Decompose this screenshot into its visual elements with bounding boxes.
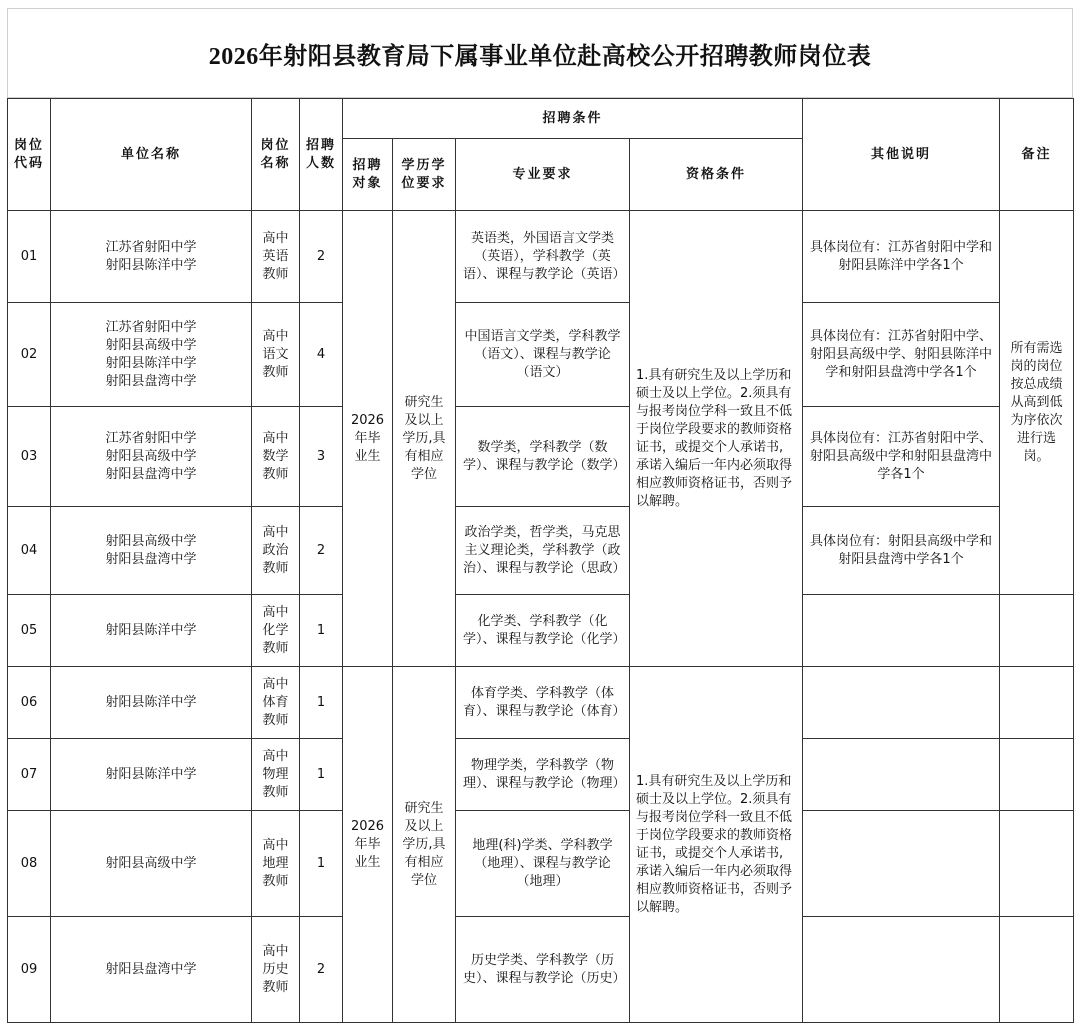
row-count: 1 bbox=[300, 595, 343, 667]
page-title: 2026年射阳县教育局下属事业单位赴高校公开招聘教师岗位表 bbox=[208, 43, 872, 70]
header-target: 招聘对象 bbox=[343, 139, 393, 211]
table-row bbox=[8, 667, 1074, 739]
header-code: 岗位代码 bbox=[8, 99, 51, 211]
row-code: 05 bbox=[8, 595, 51, 667]
row-code: 01 bbox=[8, 211, 51, 303]
row-major: 数学类，学科教学（数学）、课程与教学论（数学） bbox=[456, 407, 630, 507]
header-remark: 备注 bbox=[1000, 99, 1074, 211]
row-major: 化学类、学科教学（化学）、课程与教学论（化学） bbox=[456, 595, 630, 667]
unit-name: 射阳县陈洋中学 bbox=[105, 257, 197, 273]
unit-name: 射阳县高级中学 bbox=[105, 448, 197, 464]
group-qualification: 1.具有研究生及以上学历和硕士及以上学位。2.须具有与报考岗位学科一致且不低于岗位学段要求的教师资格证书，或提交个人承诺书,承诺入编后一年内必须取得相应教师资格证书，否则予以解聘。 bbox=[630, 211, 803, 667]
group-qualification: 1.具有研究生及以上学历和硕士及以上学位。2.须具有与报考岗位学科一致且不低于岗位学段要求的教师资格证书，或提交个人承诺书,承诺入编后一年内必须取得相应教师资格证书，否则予以解聘。 bbox=[630, 667, 803, 1023]
row-major: 中国语言文学类，学科教学（语文）、课程与教学论（语文） bbox=[456, 303, 630, 407]
remark: 所有需选岗的岗位按总成绩从高到低为序依次进行选岗。 bbox=[1000, 211, 1074, 595]
group-education: 研究生及以上学历,具有相应学位 bbox=[393, 667, 456, 1023]
row-units bbox=[51, 667, 252, 739]
row-units bbox=[51, 211, 252, 303]
row-units bbox=[51, 595, 252, 667]
table-row bbox=[8, 407, 1074, 507]
unit-name: 射阳县盘湾中学 bbox=[105, 551, 197, 567]
unit-name: 江苏省射阳中学 bbox=[105, 239, 197, 255]
title-box bbox=[7, 8, 1073, 98]
row-position: 高中政治教师 bbox=[252, 507, 300, 595]
header-unit: 单位名称 bbox=[51, 99, 252, 211]
header-position: 岗位名称 bbox=[252, 99, 300, 211]
table-row bbox=[8, 811, 1074, 917]
row-code: 04 bbox=[8, 507, 51, 595]
header-qualification: 资格条件 bbox=[630, 139, 803, 211]
table-row bbox=[8, 211, 1074, 303]
unit-name: 射阳县盘湾中学 bbox=[105, 961, 197, 977]
unit-name: 射阳县陈洋中学 bbox=[105, 766, 197, 782]
table-row bbox=[8, 303, 1074, 407]
row-other: 具体岗位有：江苏省射阳中学、射阳县高级中学、射阳县陈洋中学和射阳县盘湾中学各1个 bbox=[803, 303, 1000, 407]
row-other: 具体岗位有：射阳县高级中学和射阳县盘湾中学各1个 bbox=[803, 507, 1000, 595]
row-position: 高中化学教师 bbox=[252, 595, 300, 667]
unit-name: 射阳县高级中学 bbox=[105, 533, 197, 549]
row-position: 高中体育教师 bbox=[252, 667, 300, 739]
row-count: 2 bbox=[300, 917, 343, 1023]
row-major: 地理(科)学类、学科教学（地理）、课程与教学论（地理） bbox=[456, 811, 630, 917]
row-other bbox=[803, 739, 1000, 811]
row-count: 1 bbox=[300, 811, 343, 917]
row-position: 高中历史教师 bbox=[252, 917, 300, 1023]
row-remark bbox=[1000, 667, 1074, 739]
header-education: 学历学位要求 bbox=[393, 139, 456, 211]
row-position: 高中物理教师 bbox=[252, 739, 300, 811]
row-count: 4 bbox=[300, 303, 343, 407]
row-code: 07 bbox=[8, 739, 51, 811]
row-other bbox=[803, 667, 1000, 739]
unit-name: 江苏省射阳中学 bbox=[105, 430, 197, 446]
row-remark bbox=[1000, 811, 1074, 917]
row-other: 具体岗位有：江苏省射阳中学、射阳县高级中学和射阳县盘湾中学各1个 bbox=[803, 407, 1000, 507]
row-units bbox=[51, 303, 252, 407]
unit-name: 射阳县陈洋中学 bbox=[105, 694, 197, 710]
group-target: 2026年毕业生 bbox=[343, 667, 393, 1023]
row-count: 2 bbox=[300, 211, 343, 303]
row-code: 03 bbox=[8, 407, 51, 507]
header-other: 其他说明 bbox=[803, 99, 1000, 211]
row-major: 政治学类，哲学类，马克思主义理论类，学科教学（政治）、课程与教学论（思政） bbox=[456, 507, 630, 595]
row-count: 2 bbox=[300, 507, 343, 595]
row-units bbox=[51, 917, 252, 1023]
header-count: 招聘人数 bbox=[300, 99, 343, 211]
header-conditions: 招聘条件 bbox=[343, 99, 803, 139]
row-code: 08 bbox=[8, 811, 51, 917]
group-target: 2026年毕业生 bbox=[343, 211, 393, 667]
row-major: 体育学类、学科教学（体育）、课程与教学论（体育） bbox=[456, 667, 630, 739]
row-remark bbox=[1000, 595, 1074, 667]
table-row bbox=[8, 595, 1074, 667]
unit-name: 江苏省射阳中学 bbox=[105, 319, 197, 335]
table-row bbox=[8, 507, 1074, 595]
row-code: 06 bbox=[8, 667, 51, 739]
header-major: 专业要求 bbox=[456, 139, 630, 211]
row-code: 09 bbox=[8, 917, 51, 1023]
row-remark bbox=[1000, 739, 1074, 811]
row-count: 1 bbox=[300, 667, 343, 739]
unit-name: 射阳县盘湾中学 bbox=[105, 466, 197, 482]
row-units bbox=[51, 811, 252, 917]
row-major: 历史学类、学科教学（历史）、课程与教学论（历史） bbox=[456, 917, 630, 1023]
row-other bbox=[803, 917, 1000, 1023]
row-count: 1 bbox=[300, 739, 343, 811]
unit-name: 射阳县陈洋中学 bbox=[105, 622, 197, 638]
row-position: 高中地理教师 bbox=[252, 811, 300, 917]
row-other: 具体岗位有：江苏省射阳中学和射阳县陈洋中学各1个 bbox=[803, 211, 1000, 303]
table-row bbox=[8, 739, 1074, 811]
row-units bbox=[51, 407, 252, 507]
row-position: 高中数学教师 bbox=[252, 407, 300, 507]
row-major: 英语类，外国语言文学类（英语），学科教学（英语）、课程与教学论（英语） bbox=[456, 211, 630, 303]
group-education: 研究生及以上学历,具有相应学位 bbox=[393, 211, 456, 667]
row-count: 3 bbox=[300, 407, 343, 507]
row-major: 物理学类，学科教学（物理）、课程与教学论（物理） bbox=[456, 739, 630, 811]
row-units bbox=[51, 507, 252, 595]
row-other bbox=[803, 595, 1000, 667]
job-table bbox=[7, 98, 1074, 1023]
row-position: 高中语文教师 bbox=[252, 303, 300, 407]
row-other bbox=[803, 811, 1000, 917]
table-row bbox=[8, 917, 1074, 1023]
row-position: 高中英语教师 bbox=[252, 211, 300, 303]
unit-name: 射阳县陈洋中学 bbox=[105, 355, 197, 371]
unit-name: 射阳县盘湾中学 bbox=[105, 373, 197, 389]
unit-name: 射阳县高级中学 bbox=[105, 337, 197, 353]
row-units bbox=[51, 739, 252, 811]
row-code: 02 bbox=[8, 303, 51, 407]
unit-name: 射阳县高级中学 bbox=[105, 855, 197, 871]
row-remark bbox=[1000, 917, 1074, 1023]
page bbox=[7, 8, 1073, 1026]
